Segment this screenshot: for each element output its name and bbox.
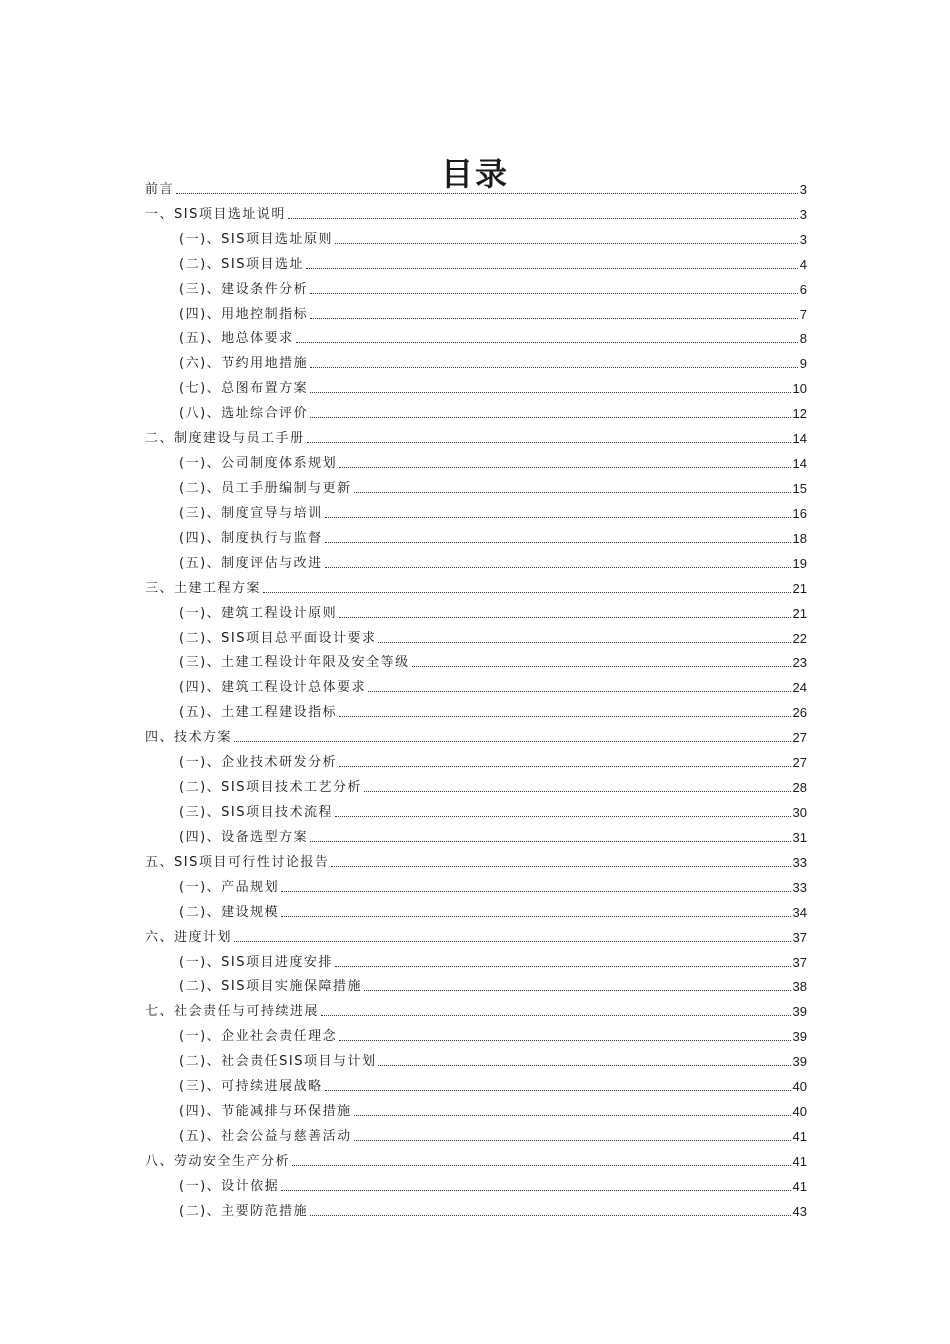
toc-entry[interactable] <box>145 896 807 921</box>
toc-entry-page-number: 7 <box>799 306 807 322</box>
toc-entry-label: 六、进度计划 <box>145 929 233 945</box>
toc-dot-leader <box>176 193 798 194</box>
toc-entry[interactable] <box>145 447 807 472</box>
toc-entry[interactable] <box>145 622 807 647</box>
toc-entry[interactable] <box>145 472 807 497</box>
toc-entry-page-number: 43 <box>792 1203 807 1219</box>
toc-entry-label: (五)、社会公益与慈善活动 <box>179 1128 352 1144</box>
toc-entry-label: (二)、主要防范措施 <box>179 1203 309 1219</box>
toc-entry-page-number: 40 <box>792 1079 807 1095</box>
toc-entry-page-number: 15 <box>792 480 807 496</box>
toc-entry[interactable] <box>145 198 807 223</box>
toc-dot-leader <box>310 367 798 368</box>
toc-dot-leader <box>310 841 790 842</box>
toc-entry[interactable] <box>145 921 807 946</box>
toc-entry-page-number: 37 <box>792 954 807 970</box>
toc-entry[interactable] <box>145 597 807 622</box>
toc-entry-label: (三)、可持续进展战略 <box>179 1079 323 1095</box>
toc-entry[interactable] <box>145 1045 807 1070</box>
toc-entry-label: (一)、企业技术研发分析 <box>179 755 338 771</box>
toc-entry-page-number: 18 <box>792 530 807 546</box>
toc-entry-page-number: 41 <box>792 1153 807 1169</box>
toc-entry[interactable] <box>145 796 807 821</box>
toc-entry[interactable] <box>145 1070 807 1095</box>
toc-dot-leader <box>339 1040 790 1041</box>
toc-dot-leader <box>307 442 791 443</box>
toc-entry[interactable] <box>145 971 807 996</box>
toc-entry-label: 四、技术方案 <box>145 730 233 746</box>
toc-entry-page-number: 14 <box>792 431 807 447</box>
toc-entry[interactable] <box>145 671 807 696</box>
toc-entry-page-number: 28 <box>792 780 807 796</box>
toc-dot-leader <box>354 492 791 493</box>
toc-entry-page-number: 21 <box>792 580 807 596</box>
toc-entry-page-number: 3 <box>799 206 807 222</box>
toc-dot-leader <box>310 293 798 294</box>
toc-entry-page-number: 27 <box>792 730 807 746</box>
toc-dot-leader <box>378 1065 790 1066</box>
toc-entry[interactable] <box>145 771 807 796</box>
toc-entry-label: (二)、SIS项目总平面设计要求 <box>179 630 377 646</box>
toc-entry[interactable] <box>145 1145 807 1170</box>
toc-entry[interactable] <box>145 1120 807 1145</box>
toc-dot-leader <box>310 417 790 418</box>
toc-dot-leader <box>234 941 791 942</box>
toc-entry[interactable] <box>145 696 807 721</box>
toc-dot-leader <box>310 1215 790 1216</box>
toc-entry-page-number: 39 <box>792 1054 807 1070</box>
toc-entry[interactable] <box>145 298 807 323</box>
toc-dot-leader <box>281 1190 790 1191</box>
toc-entry-page-number: 16 <box>792 505 807 521</box>
toc-entry[interactable] <box>145 821 807 846</box>
toc-entry[interactable] <box>145 1095 807 1120</box>
toc-entry-label: (五)、制度评估与改进 <box>179 555 323 571</box>
toc-entry[interactable] <box>145 223 807 248</box>
toc-entry-page-number: 37 <box>792 929 807 945</box>
toc-entry-page-number: 3 <box>799 181 807 197</box>
toc-dot-leader <box>354 1140 791 1141</box>
toc-entry[interactable] <box>145 995 807 1020</box>
toc-entry-label: (一)、设计依据 <box>179 1178 280 1194</box>
toc-entry-page-number: 26 <box>792 705 807 721</box>
toc-dot-leader <box>321 1015 791 1016</box>
toc-entry-label: (一)、产品规划 <box>179 879 280 895</box>
toc-entry[interactable] <box>145 846 807 871</box>
toc-entry-label: (一)、企业社会责任理念 <box>179 1029 338 1045</box>
toc-dot-leader <box>339 766 790 767</box>
toc-entry-label: 八、劳动安全生产分析 <box>145 1153 291 1169</box>
toc-dot-leader <box>339 617 790 618</box>
toc-entry-page-number: 34 <box>792 904 807 920</box>
toc-entry[interactable] <box>145 497 807 522</box>
toc-entry-label: 五、SIS项目可行性讨论报告 <box>145 854 330 870</box>
toc-entry[interactable] <box>145 1195 807 1220</box>
toc-entry[interactable] <box>145 871 807 896</box>
toc-dot-leader <box>339 716 790 717</box>
toc-entry[interactable] <box>145 323 807 348</box>
toc-entry[interactable] <box>145 572 807 597</box>
toc-entry-label: (二)、员工手册编制与更新 <box>179 480 352 496</box>
toc-entry-label: (三)、建设条件分析 <box>179 281 309 297</box>
toc-entry-label: (一)、建筑工程设计原则 <box>179 605 338 621</box>
toc-entry-label: 二、制度建设与员工手册 <box>145 431 305 447</box>
toc-dot-leader <box>325 542 791 543</box>
toc-dot-leader <box>331 866 790 867</box>
toc-entry[interactable] <box>145 347 807 372</box>
toc-entry-label: 三、土建工程方案 <box>145 580 262 596</box>
toc-entry-page-number: 40 <box>792 1104 807 1120</box>
toc-entry-page-number: 33 <box>792 879 807 895</box>
toc-entry-page-number: 14 <box>792 456 807 472</box>
toc-entry-page-number: 19 <box>792 555 807 571</box>
toc-dot-leader <box>281 891 790 892</box>
toc-entry-page-number: 9 <box>799 356 807 372</box>
toc-entry-page-number: 27 <box>792 755 807 771</box>
toc-dot-leader <box>412 666 791 667</box>
toc-dot-leader <box>310 392 790 393</box>
toc-dot-leader <box>292 1165 791 1166</box>
toc-entry-page-number: 31 <box>792 829 807 845</box>
toc-dot-leader <box>281 916 790 917</box>
toc-dot-leader <box>354 1115 791 1116</box>
toc-dot-leader <box>288 218 798 219</box>
toc-entry[interactable] <box>145 1170 807 1195</box>
toc-entry-label: (四)、用地控制指标 <box>179 306 309 322</box>
toc-entry-label: (二)、SIS项目选址 <box>179 256 304 272</box>
toc-entry[interactable] <box>145 946 807 971</box>
toc-entry[interactable] <box>145 746 807 771</box>
toc-entry-page-number: 33 <box>792 854 807 870</box>
toc-entry[interactable] <box>145 397 807 422</box>
toc-entry-page-number: 39 <box>792 1004 807 1020</box>
toc-dot-leader <box>378 642 790 643</box>
toc-dot-leader <box>325 1090 791 1091</box>
toc-entry-label: (五)、土建工程建设指标 <box>179 705 338 721</box>
toc-entry-label: (八)、选址综合评价 <box>179 406 309 422</box>
toc-entry-label: (五)、地总体要求 <box>179 331 294 347</box>
toc-entry-page-number: 4 <box>799 256 807 272</box>
toc-entry-label: (二)、社会责任SIS项目与计划 <box>179 1054 377 1070</box>
toc-dot-leader <box>364 791 791 792</box>
table-of-contents <box>145 173 807 1220</box>
toc-entry-page-number: 24 <box>792 680 807 696</box>
toc-dot-leader <box>263 592 791 593</box>
toc-entry-label: (三)、制度宣导与培训 <box>179 505 323 521</box>
toc-entry-page-number: 41 <box>792 1128 807 1144</box>
toc-dot-leader <box>335 816 791 817</box>
toc-dot-leader <box>339 467 790 468</box>
toc-entry[interactable] <box>145 422 807 447</box>
toc-entry-label: (六)、节约用地措施 <box>179 356 309 372</box>
toc-dot-leader <box>364 990 791 991</box>
toc-dot-leader <box>310 318 798 319</box>
toc-entry-label: (一)、SIS项目进度安排 <box>179 954 333 970</box>
toc-dot-leader <box>335 966 791 967</box>
toc-entry-label: (二)、SIS项目实施保障措施 <box>179 979 362 995</box>
toc-entry[interactable] <box>145 173 807 198</box>
toc-entry-label: (四)、设备选型方案 <box>179 829 309 845</box>
toc-entry[interactable] <box>145 647 807 672</box>
toc-entry-label: (七)、总图布置方案 <box>179 381 309 397</box>
page-title: 目录 <box>440 155 509 194</box>
toc-entry-page-number: 21 <box>792 605 807 621</box>
toc-entry-page-number: 41 <box>792 1178 807 1194</box>
toc-entry-page-number: 23 <box>792 655 807 671</box>
toc-entry-page-number: 8 <box>799 331 807 347</box>
toc-dot-leader <box>306 268 798 269</box>
toc-entry-page-number: 38 <box>792 979 807 995</box>
toc-entry[interactable] <box>145 372 807 397</box>
toc-entry-page-number: 39 <box>792 1029 807 1045</box>
toc-entry[interactable] <box>145 547 807 572</box>
toc-entry-page-number: 12 <box>792 406 807 422</box>
toc-entry-label: (一)、SIS项目选址原则 <box>179 231 333 247</box>
toc-entry-label: (四)、制度执行与监督 <box>179 530 323 546</box>
toc-entry-page-number: 22 <box>792 630 807 646</box>
toc-entry-label: 前言 <box>145 181 175 197</box>
toc-dot-leader <box>325 567 791 568</box>
toc-entry-label: (一)、公司制度体系规划 <box>179 456 338 472</box>
toc-entry-label: (二)、SIS项目技术工艺分析 <box>179 780 362 796</box>
toc-entry-label: (四)、建筑工程设计总体要求 <box>179 680 367 696</box>
toc-entry[interactable] <box>145 248 807 273</box>
toc-entry[interactable] <box>145 522 807 547</box>
toc-entry-label: (三)、土建工程设计年限及安全等级 <box>179 655 410 671</box>
toc-entry[interactable] <box>145 1020 807 1045</box>
toc-entry-label: (二)、建设规模 <box>179 904 280 920</box>
toc-dot-leader <box>296 342 798 343</box>
toc-entry-page-number: 30 <box>792 804 807 820</box>
toc-entry[interactable] <box>145 721 807 746</box>
toc-entry-page-number: 6 <box>799 281 807 297</box>
toc-entry-page-number: 10 <box>792 381 807 397</box>
toc-dot-leader <box>335 243 798 244</box>
toc-entry[interactable] <box>145 273 807 298</box>
toc-entry-label: (三)、SIS项目技术流程 <box>179 804 333 820</box>
toc-dot-leader <box>325 517 791 518</box>
toc-dot-leader <box>368 691 790 692</box>
toc-entry-label: (四)、节能减排与环保措施 <box>179 1104 352 1120</box>
toc-entry-page-number: 3 <box>799 231 807 247</box>
toc-dot-leader <box>234 741 791 742</box>
toc-entry-label: 七、社会责任与可持续进展 <box>145 1004 320 1020</box>
toc-entry-label: 一、SIS项目选址说明 <box>145 206 286 222</box>
